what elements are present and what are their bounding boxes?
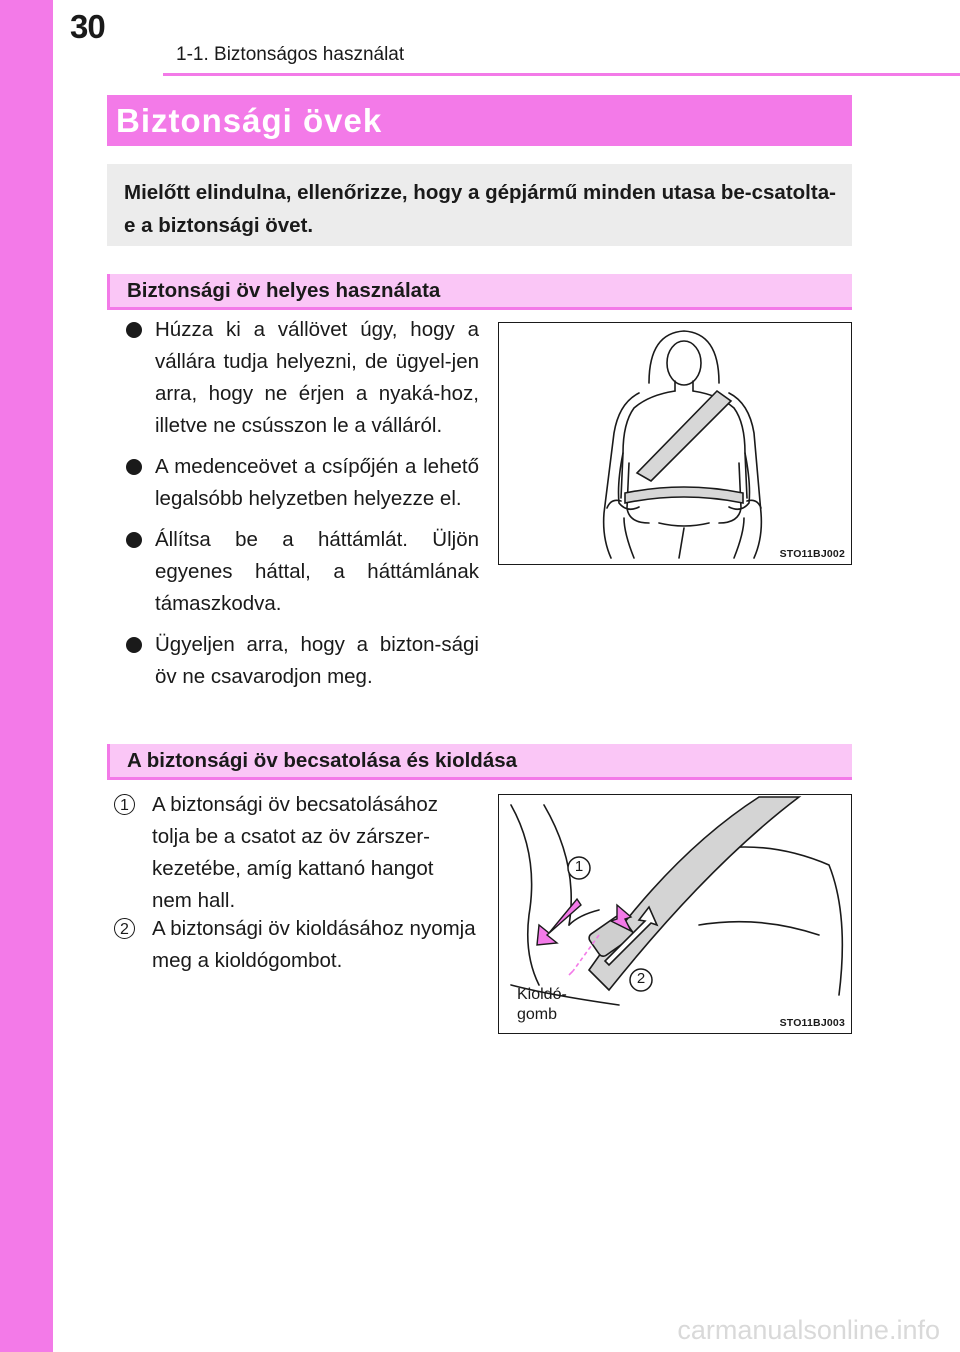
seated-passenger-illustration	[499, 323, 851, 564]
page-number: 30	[70, 8, 105, 45]
release-button-label: Kioldó- gomb	[517, 986, 567, 1023]
page-title: Biztonsági övek	[107, 95, 852, 146]
list-item-text: Húzza ki a vállövet úgy, hogy a vállára tudja helyezni, de ügyel-jen arra, hogy ne érjen a nyaká-hoz, illetve ne csússzon le a válláról.	[155, 318, 479, 437]
side-color-strip	[0, 0, 53, 1352]
list-item	[126, 524, 479, 620]
seated-passenger-figure	[498, 322, 852, 565]
step-text: A biztonsági öv becsatolásához tolja be a csatot az öv zárszer-kezetébe, amíg kattanó hangot nem hall.	[152, 793, 439, 912]
bullet-list	[126, 314, 479, 702]
list-item	[126, 314, 479, 442]
bullet-icon	[126, 459, 142, 475]
intro-note: Mielőtt elindulna, ellenőrizze, hogy a gépjármű minden utasa be-csatolta-e a biztonsági övet.	[107, 164, 852, 246]
step-number: 2	[114, 918, 135, 939]
list-item	[126, 629, 479, 693]
buckle-figure	[498, 794, 852, 1034]
figure-code: STO11BJ002	[779, 548, 845, 560]
list-item	[126, 451, 479, 515]
watermark: carmanualsonline.info	[677, 1315, 940, 1345]
bullet-icon	[126, 637, 142, 653]
list-item-text: A medenceövet a csípőjén a lehető legalsóbb helyzetben helyezze el.	[155, 455, 479, 510]
section-heading-correct-use: Biztonsági öv helyes használata	[107, 274, 852, 310]
step-1	[114, 789, 479, 917]
running-header: 1-1. Biztonságos használat	[176, 44, 405, 65]
callout-number: 2	[636, 970, 646, 987]
step-number: 1	[114, 794, 135, 815]
step-text: A biztonsági öv kioldásához nyomja meg a kioldógombot.	[152, 917, 476, 972]
callout-number: 1	[574, 858, 584, 875]
bullet-icon	[126, 322, 142, 338]
header-rule	[163, 73, 960, 76]
bullet-icon	[126, 532, 142, 548]
step-2	[114, 913, 479, 977]
list-item-text: Ügyeljen arra, hogy a bizton-sági öv ne csavarodjon meg.	[155, 633, 479, 688]
section-heading-fasten-release: A biztonsági öv becsatolása és kioldása	[107, 744, 852, 780]
figure-code: STO11BJ003	[779, 1017, 845, 1029]
list-item-text: Állítsa be a háttámlát. Üljön egyenes háttal, a háttámlának támaszkodva.	[155, 528, 479, 615]
